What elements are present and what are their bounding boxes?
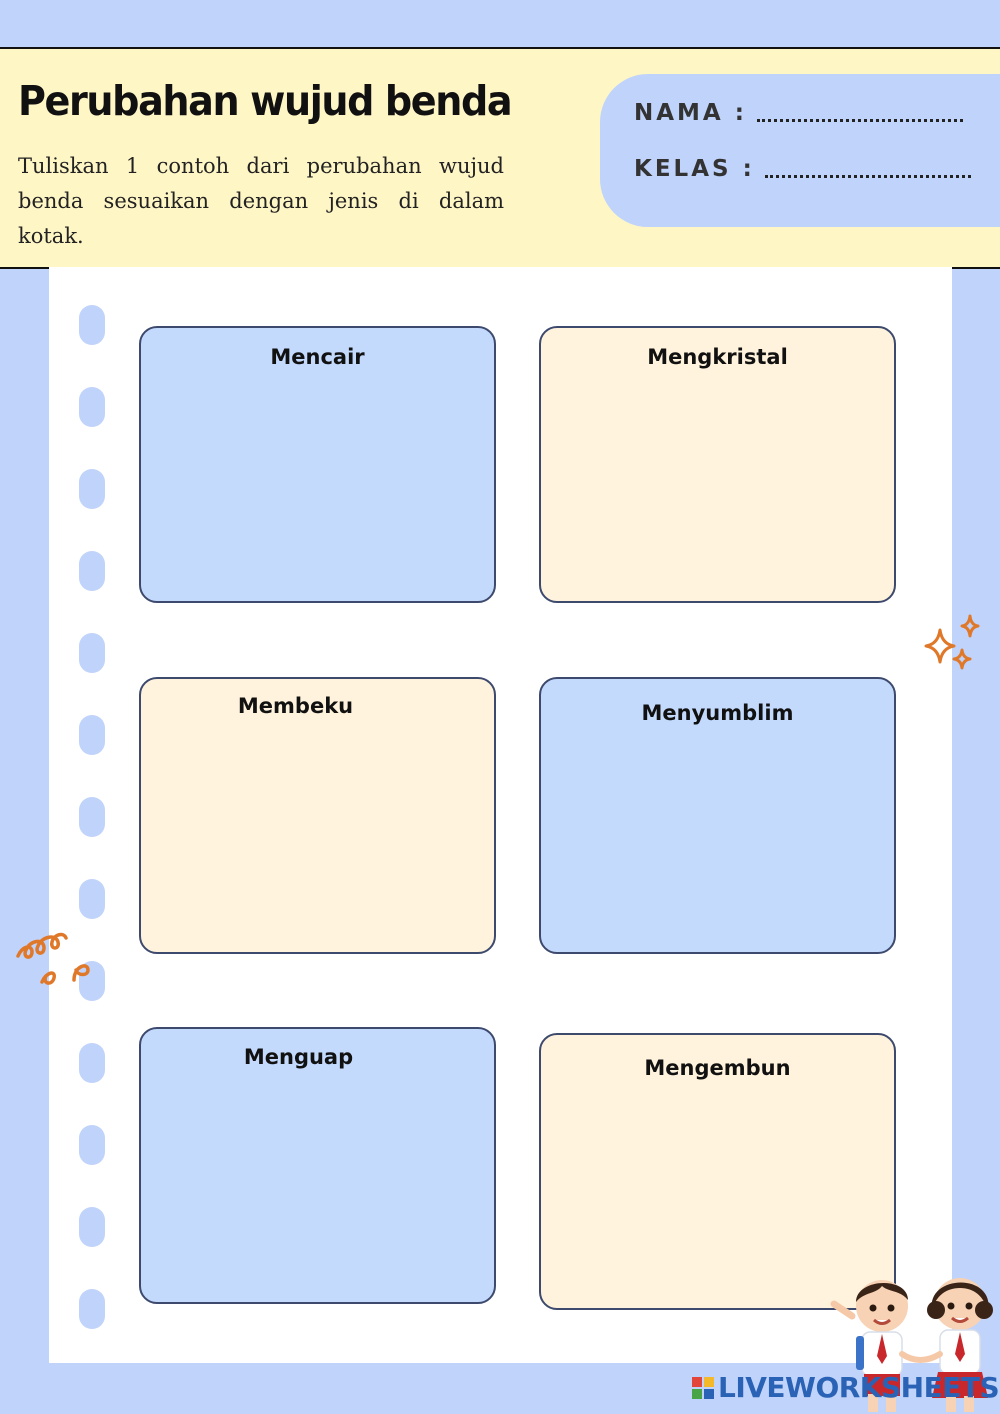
box-label: Mencair bbox=[270, 345, 365, 369]
answer-box-menyumblim[interactable] bbox=[539, 677, 896, 954]
binder-hole bbox=[79, 1289, 105, 1329]
binder-hole bbox=[79, 387, 105, 427]
answer-box-mencair[interactable] bbox=[139, 326, 496, 603]
box-label: Membeku bbox=[237, 694, 354, 718]
binder-hole bbox=[79, 469, 105, 509]
binder-hole bbox=[79, 305, 105, 345]
sparkle-icon bbox=[920, 612, 986, 678]
name-field[interactable] bbox=[634, 100, 963, 126]
binder-hole bbox=[79, 797, 105, 837]
binder-hole bbox=[79, 879, 105, 919]
box-label: Menyumblim bbox=[641, 701, 794, 725]
answer-box-mengkristal[interactable] bbox=[539, 326, 896, 603]
header-band bbox=[0, 47, 1000, 269]
box-label: Mengkristal bbox=[647, 345, 788, 369]
box-label: Mengembun bbox=[644, 1056, 791, 1080]
class-label: KELAS : bbox=[634, 156, 755, 182]
binder-hole bbox=[79, 1043, 105, 1083]
binder-hole bbox=[79, 551, 105, 591]
answer-box-menguap[interactable] bbox=[139, 1027, 496, 1304]
answer-box-membeku[interactable] bbox=[139, 677, 496, 954]
binder-hole bbox=[79, 715, 105, 755]
liveworksheets-logo-icon bbox=[692, 1377, 714, 1399]
class-field[interactable] bbox=[634, 156, 971, 182]
binder-hole bbox=[79, 633, 105, 673]
box-label: Menguap bbox=[243, 1045, 354, 1069]
page-title: Perubahan wujud benda bbox=[18, 77, 512, 125]
instruction-text: Tuliskan 1 contoh dari perubahan wujud benda sesuaikan dengan jenis di dalam kotak. bbox=[18, 154, 504, 248]
answer-box-mengembun[interactable] bbox=[539, 1033, 896, 1310]
liveworksheets-watermark[interactable] bbox=[692, 1371, 999, 1404]
watermark-text: LIVEWORKSHEETS bbox=[718, 1371, 1000, 1404]
name-label: NAMA : bbox=[634, 100, 747, 126]
class-input-line[interactable] bbox=[765, 175, 971, 178]
binder-hole bbox=[79, 1125, 105, 1165]
swirl-icon bbox=[14, 920, 98, 994]
binder-hole bbox=[79, 1207, 105, 1247]
student-info-panel bbox=[600, 74, 1000, 227]
name-input-line[interactable] bbox=[757, 119, 963, 122]
